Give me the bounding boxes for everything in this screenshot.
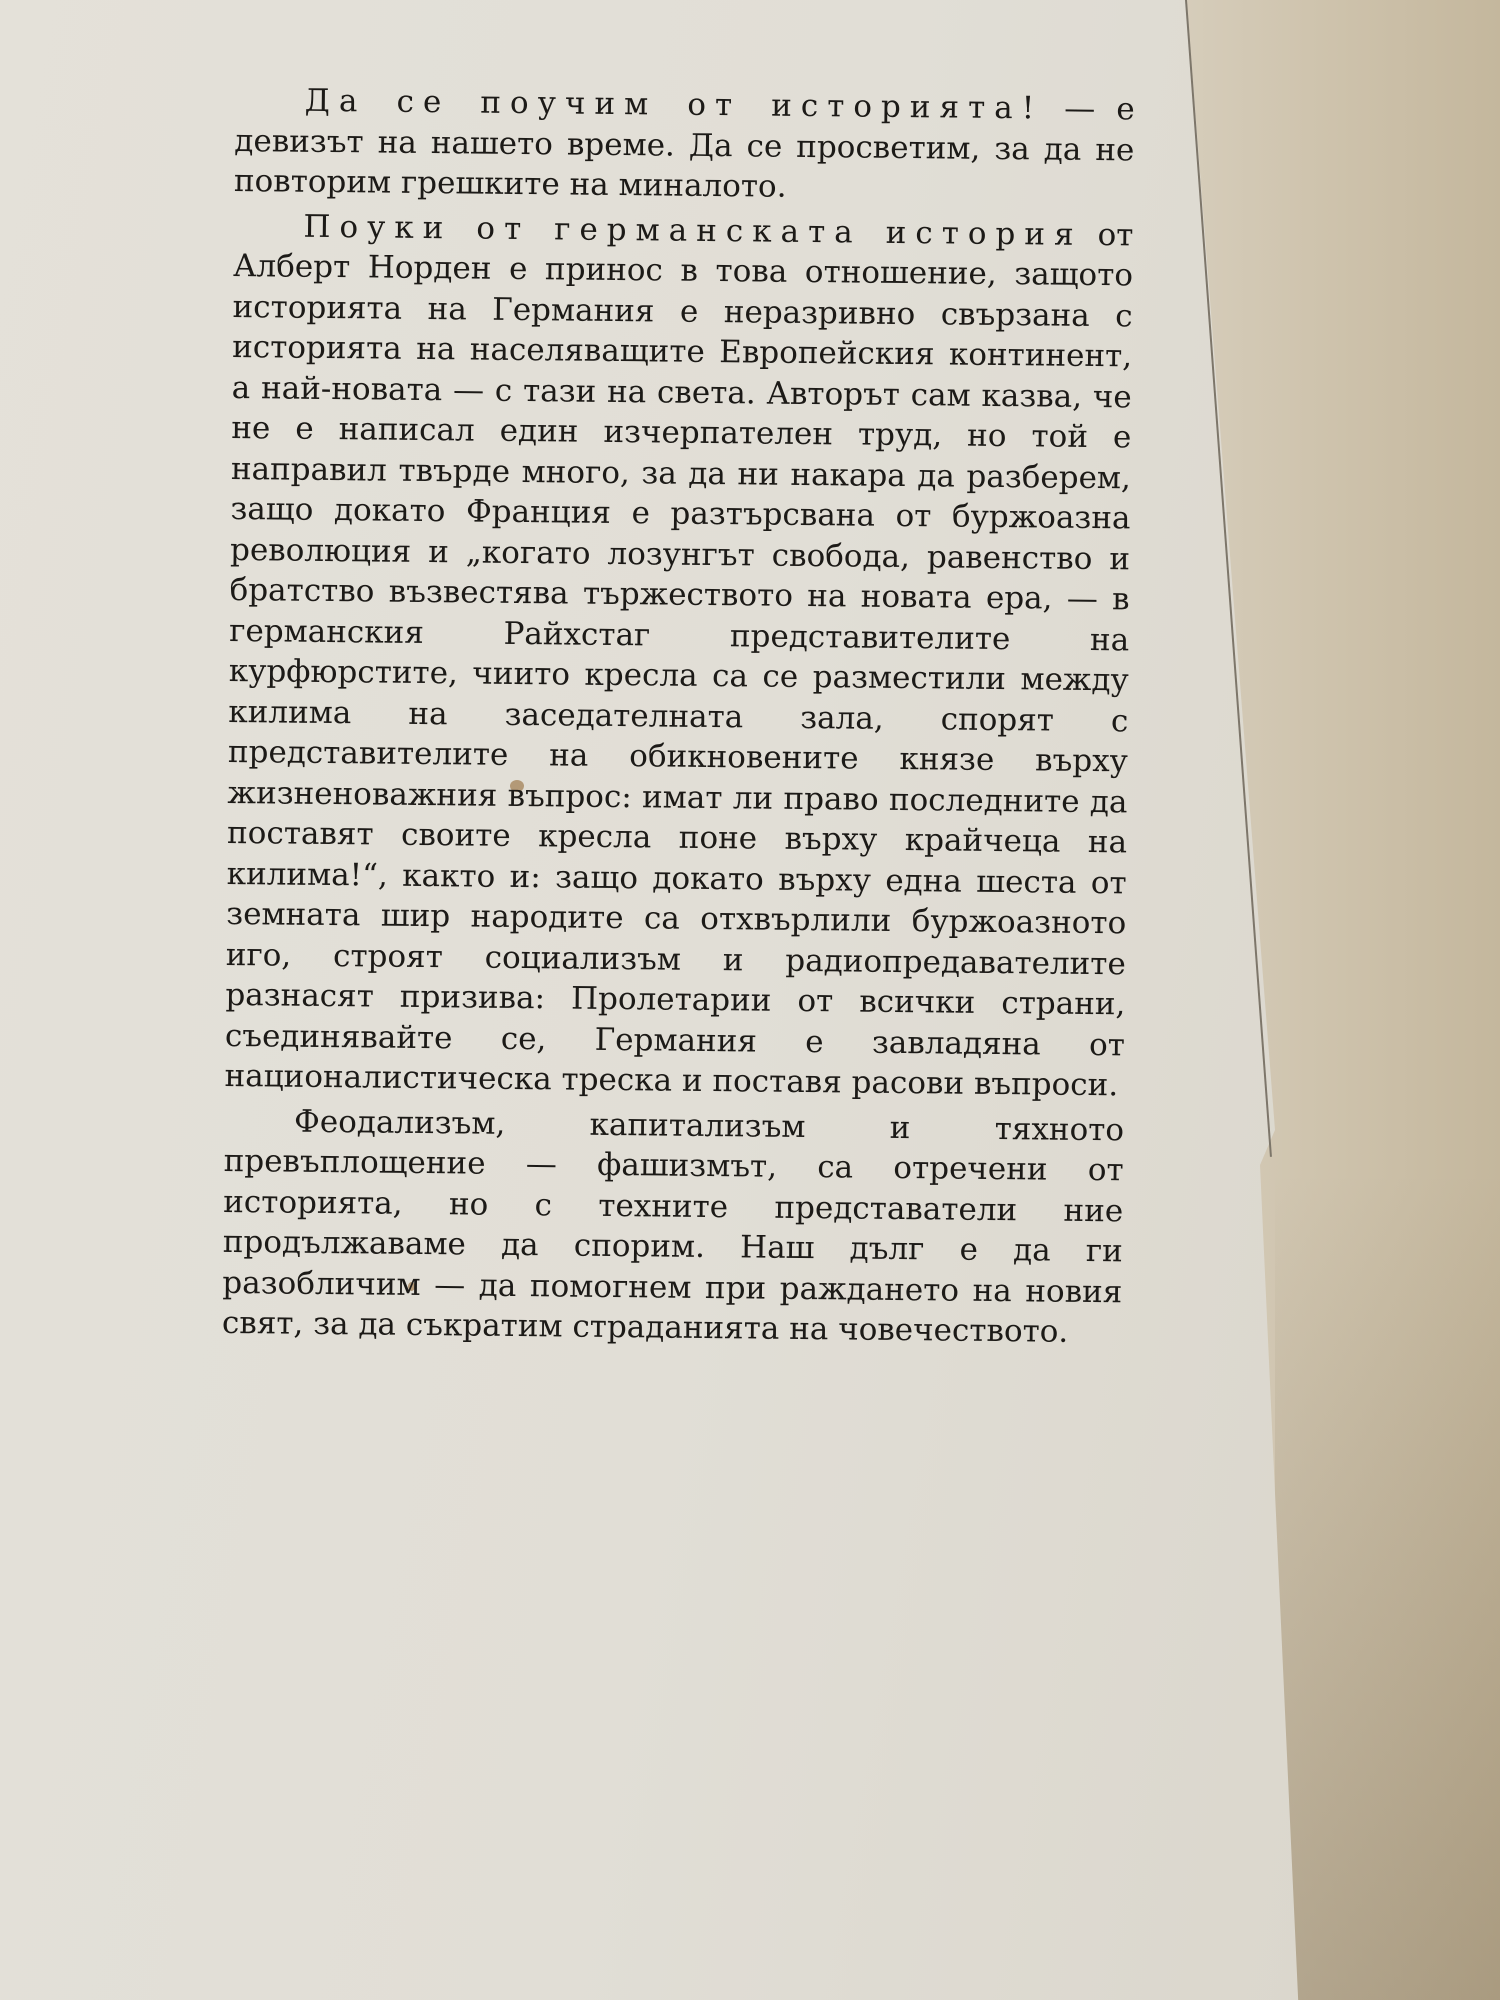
paragraph-1 <box>234 80 1135 211</box>
paragraph-text: Феодализъм, капитализъм и тяхното превъплощение — фашизмът, са отречени от историята, но с техните представатели ние продължаваме да спорим. Наш дълг е да ги разобличим — да помогнем при раждането на новия свят, за да съкратим страданията на човечеството. <box>221 1103 1125 1350</box>
body-text <box>222 80 1135 1357</box>
paragraph-2 <box>224 205 1133 1105</box>
page-shadow <box>1275 1170 1500 2000</box>
paragraph-3 <box>222 1100 1124 1352</box>
paragraph-text: — е девизът на нашето време. Да се просветим, за да не повторим грешките на миналото. <box>233 90 1135 205</box>
emphasized-phrase: Поуки от германската история <box>303 208 1083 253</box>
paragraph-text: от Алберт Норден е принос в това отношение, защото историята на Германия е неразривно свързана с историята на населяващите Европейския континент, а най-новата — с тази на света. Авторът сам казва, че не е написал един изчерпателен труд, но той е направил твърде много, за да ни накара да разберем, защо докато Франция е разтърсвана от буржоазна революция и „когато лозунгът свобода, равенство и братство възвестява тържеството на новата ера, — в германския Райхстаг представителите на курфюрстите, чиито кресла са се разместили между килима на заседателната зала, спорят с представителите на обикновените князе върху жизненоважния въпрос: имат ли право последните да поставят своите кресла поне върху крайчеца на килима!“, както и: защо докато върху една шеста от земната шир народите са отхвърлили буржоазното иго, строят социализъм и радиопредавателите разнасят призива: Пролетарии от всички страни, съединявайте се, Германия е завладяна от националистическа треска и поставя расови въпроси. <box>224 216 1134 1104</box>
emphasized-phrase: Да се поучим от историята! <box>304 82 1044 127</box>
